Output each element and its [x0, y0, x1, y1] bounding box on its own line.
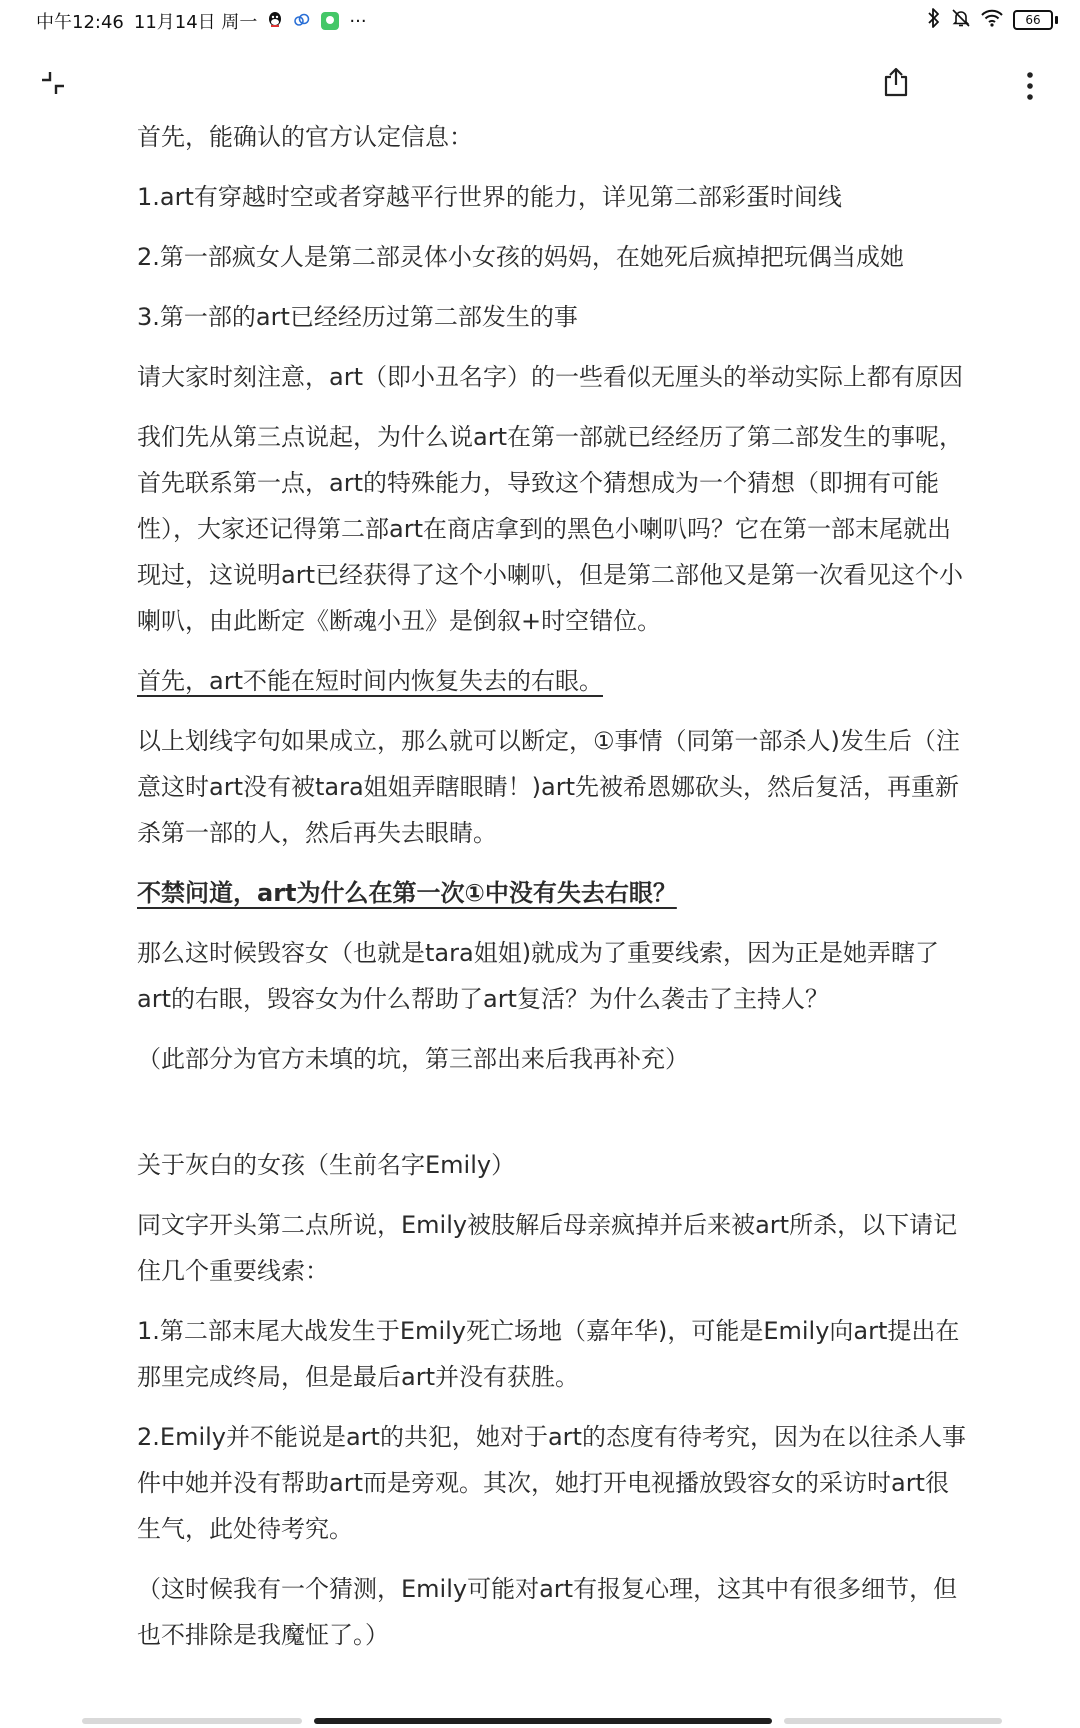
paragraph: 同文字开头第二点所说，Emily被肢解后母亲疯掉并后来被art所杀，以下请记住几个重要线索：	[137, 1211, 958, 1285]
paragraph: 1.第二部末尾大战发生于Emily死亡场地（嘉年华)，可能是Emily向art提出在那里完成终局，但是最后art并没有获胜。	[137, 1317, 960, 1391]
mute-icon	[951, 8, 971, 32]
wifi-icon	[981, 9, 1003, 31]
status-left	[36, 8, 367, 34]
cloud-icon	[293, 13, 311, 30]
status-date: 11月14日 周一	[133, 12, 258, 33]
underlined-bold-paragraph: 不禁问道，art为什么在第一次①中没有失去右眼？	[137, 879, 677, 907]
paragraph: 3.第一部的art已经经历过第二部发生的事	[137, 303, 578, 331]
qq-icon	[267, 11, 283, 32]
underlined-paragraph: 首先，art不能在短时间内恢复失去的右眼。	[137, 667, 603, 695]
paragraph: 1.art有穿越时空或者穿越平行世界的能力，详见第二部彩蛋时间线	[137, 183, 842, 211]
paragraph: 首先，能确认的官方认定信息：	[137, 123, 473, 151]
paragraph: 那么这时候毁容女（也就是tara姐姐)就成为了重要线索，因为正是她弄瞎了art的右眼，毁容女为什么帮助了art复活？为什么袭击了主持人？	[137, 939, 940, 1013]
status-time: 中午12:46	[36, 12, 124, 33]
paragraph: 请大家时刻注意，art（即小丑名字）的一些看似无厘头的举动实际上都有原因	[137, 363, 963, 391]
paragraph: （此部分为官方未填的坑，第三部出来后我再补充）	[137, 1045, 689, 1073]
wechat-icon	[321, 12, 339, 30]
top-bar	[0, 50, 1080, 110]
status-more-dots: ···	[349, 10, 367, 32]
home-indicator[interactable]	[314, 1718, 772, 1724]
paragraph: 2.Emily并不能说是art的共犯，她对于art的态度有待考究，因为在以往杀人事件中她并没有帮助art而是旁观。其次，她打开电视播放毁容女的采访时art很生气，此处待考究。	[137, 1423, 966, 1543]
paragraph: 以上划线字句如果成立，那么就可以断定，①事情（同第一部杀人)发生后（注意这时art没有被tara姐姐弄瞎眼睛！)art先被希恩娜砍头，然后复活，再重新杀第一部的人，然后再失去眼睛。	[137, 727, 960, 847]
blank-spacer	[137, 1082, 967, 1142]
battery-level: 66	[1013, 10, 1053, 30]
paragraph: 2.第一部疯女人是第二部灵体小女孩的妈妈，在她死后疯掉把玩偶当成她	[137, 243, 904, 271]
more-icon[interactable]	[1020, 70, 1040, 102]
battery-icon	[1013, 10, 1058, 30]
status-right	[927, 8, 1058, 32]
status-bar	[0, 0, 1080, 40]
page-indicator-right	[784, 1718, 1002, 1724]
share-icon[interactable]	[880, 66, 912, 98]
paragraph: 我们先从第三点说起，为什么说art在第一部就已经经历了第二部发生的事呢，首先联系第一点，art的特殊能力，导致这个猜想成为一个猜想（即拥有可能性），大家还记得第二部art在商店拿到的黑色小喇叭吗？它在第一部末尾就出现过，这说明art已经获得了这个小喇叭，但是第二部他又是第一次看见这个小喇叭，由此断定《断魂小丑》是倒叙+时空错位。	[137, 423, 963, 635]
bluetooth-icon	[927, 8, 941, 32]
page-indicator-left	[82, 1718, 302, 1724]
section-heading: 关于灰白的女孩（生前名字Emily）	[137, 1151, 516, 1179]
collapse-icon[interactable]	[40, 70, 66, 96]
bottom-bar	[82, 1718, 1002, 1724]
paragraph: （这时候我有一个猜测，Emily可能对art有报复心理，这其中有很多细节，但也不排除是我魔怔了。）	[137, 1575, 958, 1649]
battery-tip	[1055, 16, 1058, 24]
article-body	[137, 114, 967, 1658]
